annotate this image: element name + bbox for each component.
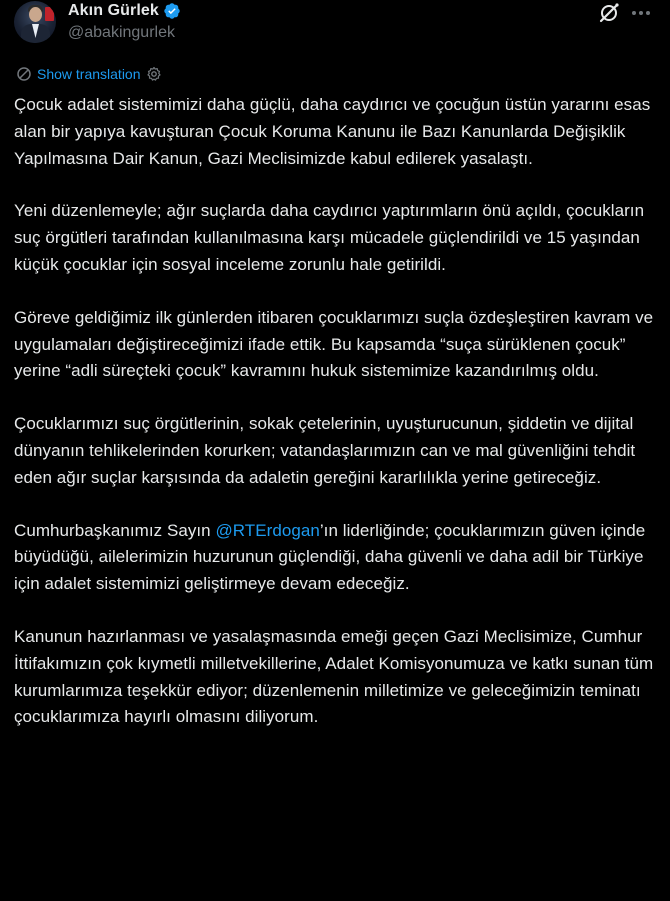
tweet-text	[14, 92, 660, 757]
show-translation-row[interactable]	[16, 64, 162, 84]
gear-icon[interactable]	[146, 66, 162, 82]
tweet-paragraph: Yeni düzenlemeyle; ağır suçlarda daha caydırıcı yaptırımların önü açıldı, çocukların suç örgütleri tarafından kullanılmasına karşı mücadele güçlendirildi ve 15 yaşından küçük çocuklar için sosyal inceleme zorunlu hale getirildi.	[14, 201, 645, 274]
show-translation-link[interactable]: Show translation	[37, 66, 141, 82]
tweet-paragraph	[14, 518, 660, 598]
paragraph-text: Cumhurbaşkanımız Sayın	[14, 520, 216, 540]
author-name-row	[68, 2, 181, 20]
author-handle[interactable]: @abakingurlek	[68, 24, 175, 41]
tweet-header	[0, 0, 670, 60]
author-name[interactable]: Akın Gürlek	[68, 2, 159, 19]
flag-decoration	[45, 7, 54, 21]
translate-icon	[16, 66, 32, 82]
avatar-face	[29, 7, 42, 22]
avatar[interactable]	[14, 1, 56, 43]
more-options-button[interactable]	[629, 2, 653, 24]
tweet-paragraph: Çocuk adalet sistemimizi daha güçlü, daha caydırıcı ve çocuğun üstün yararını esas alan bir yapıya kavuşturan Çocuk Koruma Kanunu ile Bazı Kanunlarda Değişiklik Yapılmasına Dair Kanun, Gazi Meclisimizde kabul edilerek yasalaştı.	[14, 95, 651, 168]
grok-icon	[596, 2, 622, 24]
grok-button[interactable]	[596, 2, 622, 24]
mention-link[interactable]: @RTErdogan	[215, 520, 320, 540]
tweet-paragraph: Kanunun hazırlanması ve yasalaşmasında emeği geçen Gazi Meclisimize, Cumhur İttifakımızın çok kıymetli milletvekillerine, Adalet Komisyonumuza ve katkı sunan tüm kurumlarımıza teşekkür ediyor; düzenlemenin milletimize ve geleceğimizin teminatı çocuklarımıza hayırlı olmasını diliyorum.	[14, 626, 654, 727]
verified-badge-icon[interactable]	[163, 2, 181, 20]
more-horizontal-icon	[629, 2, 653, 24]
tweet-paragraph: Çocuklarımızı suç örgütlerinin, sokak çetelerinin, uyuşturucunun, şiddetin ve dijital dünyanın tehlikelerinden korurken; vatandaşlarımızın can ve mal güvenliğini tehdit eden ağır suçlar karşısında da adaletin gereğini kararlılıkla yerine getireceğiz.	[14, 414, 636, 487]
paragraph-text: ’ın liderliğinde; çocuklarımızın güven içinde büyüdüğü, ailelerimizin huzurunun güçlendiği, daha güvenli ve daha adil bir Türkiye için adalet sistemimizi geliştirmeye devam edeceğiz.	[14, 520, 646, 594]
tweet-paragraph: Göreve geldiğimiz ilk günlerden itibaren çocuklarımızı suçla özdeşleştiren kavram ve uygulamaları değiştireceğimizi ifade ettik. Bu kapsamda “suça sürüklenen çocuk” yerine “adli süreçteki çocuk” kavramını hukuk sistemimize kazandırılmış oldu.	[14, 307, 654, 381]
